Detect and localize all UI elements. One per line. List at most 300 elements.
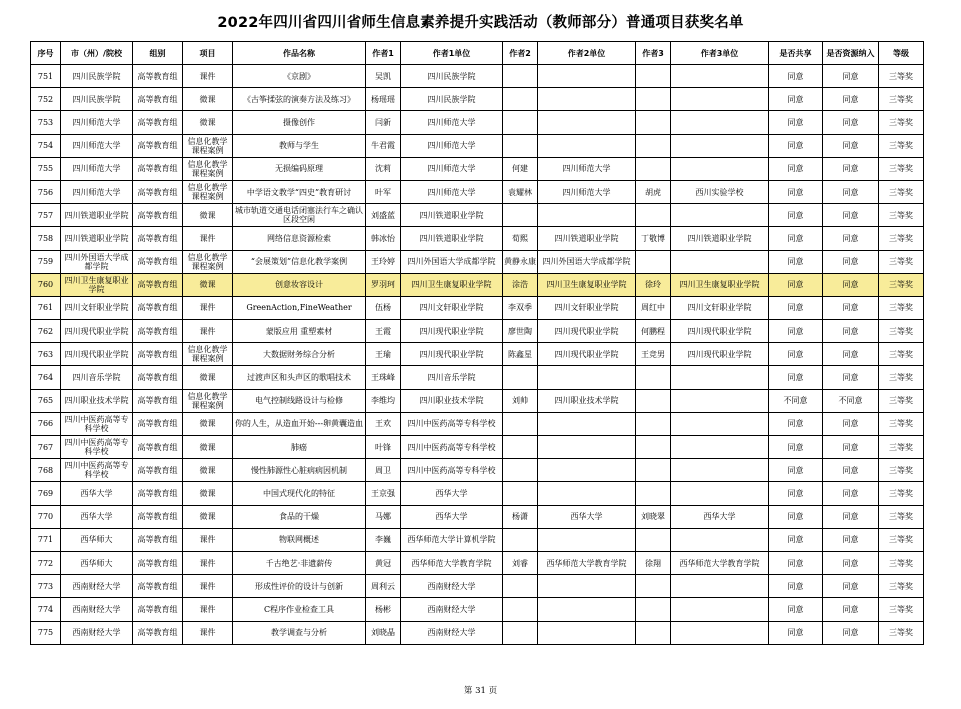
author1-unit-cell: 四川文轩职业学院 [401,296,503,319]
group-cell: 高等教育组 [133,88,183,111]
work-title-cell: 中国式现代化的特征 [233,482,366,505]
author1-cell: 杨彬 [366,598,401,621]
author1-unit-cell: 西华大学 [401,505,503,528]
group-cell: 高等教育组 [133,343,183,366]
city-school-cell: 四川现代职业学院 [61,320,133,343]
author1-cell: 李维均 [366,389,401,412]
table-row [31,250,924,273]
work-title-cell: 电气控制线路设计与检修 [233,389,366,412]
author2-unit-cell: 四川卫生康复职业学院 [538,273,636,296]
group-cell: 高等教育组 [133,180,183,203]
seq-cell: 758 [31,227,61,250]
table-row [31,343,924,366]
author1-unit-cell: 四川铁道职业学院 [401,227,503,250]
col-header-author1-unit: 作者1单位 [401,42,503,65]
grade-cell: 三等奖 [879,250,924,273]
shared-cell: 同意 [769,551,823,574]
author3-unit-cell [671,250,769,273]
group-cell: 高等教育组 [133,273,183,296]
city-school-cell: 西南财经大学 [61,575,133,598]
work-title-cell: 物联网概述 [233,528,366,551]
table-row [31,389,924,412]
seq-cell: 757 [31,204,61,227]
author3-cell [636,250,671,273]
project-cell: 信息化教学课程案例 [183,343,233,366]
shared-cell: 同意 [769,134,823,157]
author1-cell: 罗羽珂 [366,273,401,296]
author1-unit-cell: 四川中医药高等专科学校 [401,459,503,482]
author2-cell [503,111,538,134]
grade-cell: 三等奖 [879,575,924,598]
author3-cell [636,134,671,157]
city-school-cell: 四川现代职业学院 [61,343,133,366]
work-title-cell: 《古筝揉弦的演奏方法及练习》 [233,88,366,111]
col-header-work-title: 作品名称 [233,42,366,65]
seq-cell: 768 [31,459,61,482]
author2-cell [503,575,538,598]
resource-included-cell: 同意 [823,621,879,644]
group-cell: 高等教育组 [133,111,183,134]
project-cell: 微课 [183,436,233,459]
author1-cell: 吴凯 [366,65,401,88]
author3-cell: 周红中 [636,296,671,319]
author2-cell [503,412,538,435]
project-cell: 信息化教学课程案例 [183,180,233,203]
group-cell: 高等教育组 [133,528,183,551]
shared-cell: 同意 [769,412,823,435]
seq-cell: 756 [31,180,61,203]
author1-unit-cell: 四川中医药高等专科学校 [401,412,503,435]
shared-cell: 同意 [769,180,823,203]
seq-cell: 765 [31,389,61,412]
author1-cell: 闫新 [366,111,401,134]
author2-cell [503,204,538,227]
author3-cell: 徐玲 [636,273,671,296]
shared-cell: 同意 [769,436,823,459]
shared-cell: 同意 [769,250,823,273]
project-cell: 微课 [183,273,233,296]
author3-unit-cell [671,157,769,180]
author2-cell: 陈鑫星 [503,343,538,366]
grade-cell: 三等奖 [879,482,924,505]
author3-unit-cell [671,111,769,134]
group-cell: 高等教育组 [133,412,183,435]
shared-cell: 同意 [769,88,823,111]
author3-cell [636,575,671,598]
work-title-cell: 教学调查与分析 [233,621,366,644]
seq-cell: 751 [31,65,61,88]
author3-cell [636,366,671,389]
author2-unit-cell: 四川职业技术学院 [538,389,636,412]
grade-cell: 三等奖 [879,227,924,250]
group-cell: 高等教育组 [133,621,183,644]
grade-cell: 三等奖 [879,389,924,412]
author3-cell: 胡虎 [636,180,671,203]
shared-cell: 不同意 [769,389,823,412]
author2-cell: 廖世陶 [503,320,538,343]
author2-unit-cell [538,65,636,88]
author1-unit-cell: 西华师范大学计算机学院 [401,528,503,551]
seq-cell: 763 [31,343,61,366]
author3-cell [636,598,671,621]
seq-cell: 753 [31,111,61,134]
seq-cell: 755 [31,157,61,180]
resource-included-cell: 同意 [823,551,879,574]
author3-cell [636,204,671,227]
author3-unit-cell: 西川实验学校 [671,180,769,203]
author1-cell: 杨瑶瑶 [366,88,401,111]
author3-unit-cell [671,575,769,598]
city-school-cell: 四川民族学院 [61,88,133,111]
shared-cell: 同意 [769,65,823,88]
seq-cell: 754 [31,134,61,157]
grade-cell: 三等奖 [879,134,924,157]
author3-unit-cell: 西华师范大学教育学院 [671,551,769,574]
work-title-cell: 千古绝艺·非遗薪传 [233,551,366,574]
work-title-cell: 过渡声区和头声区的歌唱技术 [233,366,366,389]
group-cell: 高等教育组 [133,389,183,412]
resource-included-cell: 同意 [823,528,879,551]
grade-cell: 三等奖 [879,204,924,227]
table-row [31,157,924,180]
author2-cell [503,366,538,389]
grade-cell: 三等奖 [879,88,924,111]
author2-unit-cell: 西华大学 [538,505,636,528]
author1-unit-cell: 四川师范大学 [401,180,503,203]
author1-cell: 王瑜 [366,343,401,366]
author1-unit-cell: 四川现代职业学院 [401,320,503,343]
author1-cell: 黄冠 [366,551,401,574]
author2-cell [503,598,538,621]
author1-unit-cell: 四川职业技术学院 [401,389,503,412]
col-header-group: 组别 [133,42,183,65]
author2-unit-cell [538,366,636,389]
project-cell: 课件 [183,575,233,598]
work-title-cell: 教师与学生 [233,134,366,157]
city-school-cell: 四川中医药高等专科学校 [61,459,133,482]
table-row [31,551,924,574]
author2-unit-cell: 四川师范大学 [538,157,636,180]
project-cell: 微课 [183,459,233,482]
seq-cell: 770 [31,505,61,528]
author1-cell: 王欢 [366,412,401,435]
work-title-cell: 你的人生，从造血开始---卵黄囊造血 [233,412,366,435]
table-row [31,366,924,389]
author2-unit-cell [538,134,636,157]
author3-unit-cell [671,412,769,435]
city-school-cell: 西华大学 [61,505,133,528]
table-row [31,598,924,621]
author1-unit-cell: 四川民族学院 [401,88,503,111]
author1-cell: 韩冰怡 [366,227,401,250]
author3-cell: 徐翔 [636,551,671,574]
author2-cell: 荀熙 [503,227,538,250]
seq-cell: 775 [31,621,61,644]
author1-cell: 刘盛蓝 [366,204,401,227]
author2-unit-cell: 四川外国语大学成都学院 [538,250,636,273]
shared-cell: 同意 [769,204,823,227]
table-row [31,227,924,250]
grade-cell: 三等奖 [879,111,924,134]
resource-included-cell: 同意 [823,320,879,343]
author2-cell [503,528,538,551]
author1-unit-cell: 四川外国语大学成都学院 [401,250,503,273]
work-title-cell: 无损编码原理 [233,157,366,180]
table-row [31,505,924,528]
author2-cell [503,436,538,459]
author3-cell [636,482,671,505]
author2-cell: 刘睿 [503,551,538,574]
author3-cell [636,88,671,111]
grade-cell: 三等奖 [879,273,924,296]
group-cell: 高等教育组 [133,227,183,250]
table-row [31,436,924,459]
resource-included-cell: 同意 [823,575,879,598]
author3-unit-cell [671,134,769,157]
city-school-cell: 四川师范大学 [61,180,133,203]
col-header-author3-unit: 作者3单位 [671,42,769,65]
work-title-cell: 形成性评价的设计与创新 [233,575,366,598]
header-row [31,42,924,65]
author2-unit-cell: 四川现代职业学院 [538,320,636,343]
author2-cell [503,459,538,482]
col-header-author2: 作者2 [503,42,538,65]
resource-included-cell: 同意 [823,250,879,273]
author2-unit-cell: 四川文轩职业学院 [538,296,636,319]
author3-cell: 王竞男 [636,343,671,366]
author2-unit-cell [538,412,636,435]
table-body [31,65,924,645]
seq-cell: 759 [31,250,61,273]
resource-included-cell: 同意 [823,366,879,389]
author3-unit-cell [671,459,769,482]
city-school-cell: 西华师大 [61,528,133,551]
author2-cell [503,88,538,111]
seq-cell: 752 [31,88,61,111]
author1-cell: 王霞 [366,320,401,343]
author3-unit-cell [671,389,769,412]
author3-cell [636,459,671,482]
awards-table [30,41,924,645]
resource-included-cell: 同意 [823,273,879,296]
city-school-cell: 四川铁道职业学院 [61,227,133,250]
table-row-highlighted [31,273,924,296]
project-cell: 微课 [183,482,233,505]
author2-cell: 黄静永康 [503,250,538,273]
seq-cell: 773 [31,575,61,598]
table-row [31,575,924,598]
seq-cell: 762 [31,320,61,343]
seq-cell: 767 [31,436,61,459]
author3-unit-cell [671,436,769,459]
resource-included-cell: 同意 [823,227,879,250]
seq-cell: 771 [31,528,61,551]
shared-cell: 同意 [769,320,823,343]
project-cell: 信息化教学课程案例 [183,134,233,157]
project-cell: 课件 [183,528,233,551]
work-title-cell: 《京剧》 [233,65,366,88]
grade-cell: 三等奖 [879,412,924,435]
grade-cell: 三等奖 [879,180,924,203]
shared-cell: 同意 [769,111,823,134]
shared-cell: 同意 [769,505,823,528]
page-number: 第 31 页 [463,686,498,696]
grade-cell: 三等奖 [879,343,924,366]
shared-cell: 同意 [769,366,823,389]
group-cell: 高等教育组 [133,505,183,528]
author1-unit-cell: 西南财经大学 [401,575,503,598]
author3-unit-cell [671,366,769,389]
col-header-seq: 序号 [31,42,61,65]
col-header-shared: 是否共享 [769,42,823,65]
shared-cell: 同意 [769,273,823,296]
grade-cell: 三等奖 [879,598,924,621]
group-cell: 高等教育组 [133,436,183,459]
author2-unit-cell [538,459,636,482]
author2-unit-cell [538,575,636,598]
author2-cell: 杨潇 [503,505,538,528]
resource-included-cell: 同意 [823,482,879,505]
author1-unit-cell: 四川音乐学院 [401,366,503,389]
col-header-author3: 作者3 [636,42,671,65]
grade-cell: 三等奖 [879,551,924,574]
work-title-cell: 中学语文教学“四史”教育研讨 [233,180,366,203]
table-row [31,528,924,551]
city-school-cell: 四川民族学院 [61,65,133,88]
col-header-author2-unit: 作者2单位 [538,42,636,65]
city-school-cell: 四川外国语大学成都学院 [61,250,133,273]
group-cell: 高等教育组 [133,575,183,598]
table-row [31,412,924,435]
col-header-grade: 等级 [879,42,924,65]
group-cell: 高等教育组 [133,250,183,273]
resource-included-cell: 同意 [823,598,879,621]
project-cell: 微课 [183,412,233,435]
resource-included-cell: 同意 [823,65,879,88]
author1-unit-cell: 四川卫生康复职业学院 [401,273,503,296]
author3-unit-cell [671,88,769,111]
col-header-city-school: 市（州）/院校 [61,42,133,65]
author2-unit-cell [538,528,636,551]
shared-cell: 同意 [769,343,823,366]
author3-cell [636,528,671,551]
author3-unit-cell [671,204,769,227]
grade-cell: 三等奖 [879,366,924,389]
document-title: 2022年四川省四川省师生信息素养提升实践活动（教师部分）普通项目获奖名单 [217,15,744,31]
city-school-cell: 西华大学 [61,482,133,505]
author1-unit-cell: 四川师范大学 [401,157,503,180]
city-school-cell: 四川师范大学 [61,134,133,157]
author1-cell: 沈莉 [366,157,401,180]
author1-cell: 马娜 [366,505,401,528]
author2-unit-cell [538,111,636,134]
author2-cell [503,482,538,505]
work-title-cell: 摄像创作 [233,111,366,134]
table-row [31,482,924,505]
author1-cell: 牛君霞 [366,134,401,157]
author3-unit-cell: 四川卫生康复职业学院 [671,273,769,296]
author3-unit-cell [671,598,769,621]
author3-cell [636,436,671,459]
table-row [31,320,924,343]
resource-included-cell: 同意 [823,88,879,111]
author2-unit-cell: 四川现代职业学院 [538,343,636,366]
grade-cell: 三等奖 [879,296,924,319]
author3-cell: 丁敬博 [636,227,671,250]
table-row [31,459,924,482]
grade-cell: 三等奖 [879,436,924,459]
grade-cell: 三等奖 [879,157,924,180]
resource-included-cell: 不同意 [823,389,879,412]
author3-cell: 何鹏程 [636,320,671,343]
author1-cell: 王珠峰 [366,366,401,389]
shared-cell: 同意 [769,575,823,598]
author1-unit-cell: 西南财经大学 [401,598,503,621]
col-header-project: 项目 [183,42,233,65]
seq-cell: 774 [31,598,61,621]
table-row [31,180,924,203]
city-school-cell: 四川铁道职业学院 [61,204,133,227]
group-cell: 高等教育组 [133,296,183,319]
table-row [31,88,924,111]
resource-included-cell: 同意 [823,343,879,366]
seq-cell: 769 [31,482,61,505]
author2-unit-cell: 四川师范大学 [538,180,636,203]
author3-unit-cell [671,482,769,505]
work-title-cell: 蒙版应用 重塑素材 [233,320,366,343]
author2-cell: 涂浩 [503,273,538,296]
author3-unit-cell: 四川现代职业学院 [671,343,769,366]
city-school-cell: 四川中医药高等专科学校 [61,412,133,435]
grade-cell: 三等奖 [879,505,924,528]
city-school-cell: 四川音乐学院 [61,366,133,389]
seq-cell: 766 [31,412,61,435]
shared-cell: 同意 [769,621,823,644]
author2-unit-cell [538,621,636,644]
author1-cell: 叶军 [366,180,401,203]
author3-unit-cell: 四川文轩职业学院 [671,296,769,319]
resource-included-cell: 同意 [823,505,879,528]
author3-unit-cell [671,528,769,551]
work-title-cell: GreenAction,FineWeather [233,296,366,319]
author3-unit-cell [671,65,769,88]
group-cell: 高等教育组 [133,598,183,621]
author3-cell [636,157,671,180]
city-school-cell: 西华师大 [61,551,133,574]
author2-cell: 李双季 [503,296,538,319]
author2-cell: 刘帅 [503,389,538,412]
grade-cell: 三等奖 [879,459,924,482]
grade-cell: 三等奖 [879,65,924,88]
author1-cell: 周利云 [366,575,401,598]
project-cell: 课件 [183,227,233,250]
author1-cell: 周卫 [366,459,401,482]
grade-cell: 三等奖 [879,320,924,343]
work-title-cell: 肺癌 [233,436,366,459]
project-cell: 课件 [183,296,233,319]
author2-cell [503,134,538,157]
resource-included-cell: 同意 [823,157,879,180]
author1-cell: 叶锋 [366,436,401,459]
author1-unit-cell: 西华大学 [401,482,503,505]
resource-included-cell: 同意 [823,459,879,482]
shared-cell: 同意 [769,227,823,250]
project-cell: 课件 [183,320,233,343]
author1-unit-cell: 四川师范大学 [401,134,503,157]
author2-cell: 袁耀林 [503,180,538,203]
work-title-cell: “会展策划”信息化教学案例 [233,250,366,273]
author1-unit-cell: 西华师范大学教育学院 [401,551,503,574]
